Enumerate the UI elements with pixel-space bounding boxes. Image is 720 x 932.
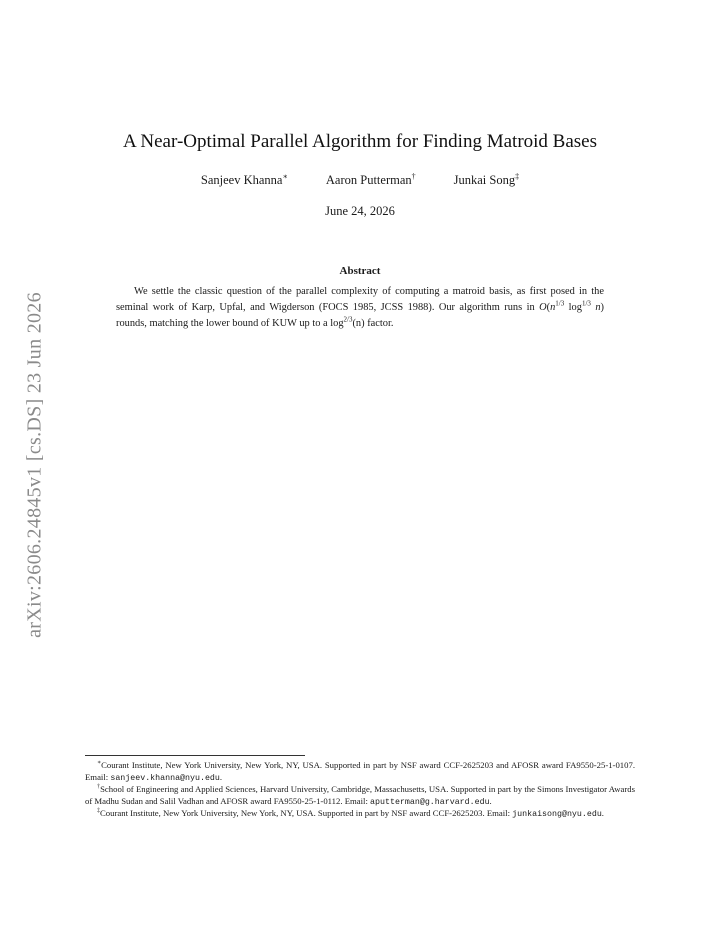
abstract-text: We settle the classic question of the parallel complexity of computing a matroid basis, as first posed in the seminal work of Karp, Upfal, and Wigderson (FOCS 1985, JCSS 1988). Our algorithm runs in	[116, 286, 604, 313]
author-name: Sanjeev Khanna	[200, 173, 283, 187]
email-link[interactable]: sanjeev.khanna@nyu.edu	[110, 773, 220, 783]
paper-title: A Near-Optimal Parallel Algorithm for Finding Matroid Bases	[122, 131, 598, 152]
paper-date: June 24, 2026	[325, 204, 395, 218]
author-putterman	[326, 173, 416, 188]
abstract-text: factor.	[364, 318, 394, 329]
email-link[interactable]: aputterman@g.harvard.edu	[370, 797, 490, 807]
footnote-khanna	[85, 760, 635, 784]
footnote-tail: .	[489, 795, 492, 806]
math-paren: (	[546, 302, 551, 313]
footnote-tail: .	[219, 771, 223, 782]
math-exponent: 1/3	[555, 299, 565, 308]
author-footnote-mark: ∗	[282, 171, 288, 181]
author-footnote-mark: ‡	[515, 171, 520, 181]
footnote-divider	[85, 755, 305, 756]
author-footnote-mark: †	[411, 171, 416, 181]
footnotes	[85, 760, 635, 821]
footnote-mark: ‡	[97, 808, 100, 815]
abstract-text: rounds, matching the lower bound of KUW up to a	[116, 318, 331, 329]
footnote-tail: .	[601, 808, 604, 819]
author-name: Aaron Putterman	[325, 173, 412, 187]
math-log: log	[564, 302, 582, 313]
arxiv-identifier-stamp: arXiv:2606.24845v1 [cs.DS] 23 Jun 2026	[23, 292, 46, 638]
author-khanna	[201, 173, 288, 188]
author-list	[0, 173, 720, 188]
math-paren: )	[600, 302, 604, 313]
footnote-text: Courant Institute, New York University, New York, NY, USA. Supported in part by NSF award CCF-2625203. Email:	[100, 808, 513, 819]
math-exponent: 1/3	[581, 299, 591, 308]
abstract-body	[116, 284, 604, 332]
footnote-mark: ∗	[97, 760, 102, 767]
footnote-text: Courant Institute, New York University, New York, NY, USA. Supported in part by NSF award CCF-2625203 and AFOSR award FA9550-25-1-0107. Email:	[85, 760, 635, 782]
math-log: log	[330, 318, 344, 329]
footnote-text: School of Engineering and Applied Sciences, Harvard University, Cambridge, Massachusetts, USA. Supported in part by the Simons Investigator Awards of Madhu Sudan and Salil Vadhan and AFOSR award FA9550-25-1-0112. Email:	[85, 784, 635, 806]
math-n: n	[590, 302, 601, 313]
abstract-heading: Abstract	[339, 265, 381, 277]
author-song	[454, 173, 519, 188]
math-big-o: O	[539, 302, 547, 313]
email-link[interactable]: junkaisong@nyu.edu	[512, 810, 602, 820]
author-name: Junkai Song	[453, 173, 516, 187]
math-n-arg: (n)	[352, 318, 365, 329]
math-exponent: 2/3	[343, 315, 353, 324]
footnote-song	[85, 808, 635, 821]
footnote-mark: †	[97, 784, 101, 791]
footnote-putterman	[85, 784, 635, 808]
math-n: n	[550, 302, 556, 313]
